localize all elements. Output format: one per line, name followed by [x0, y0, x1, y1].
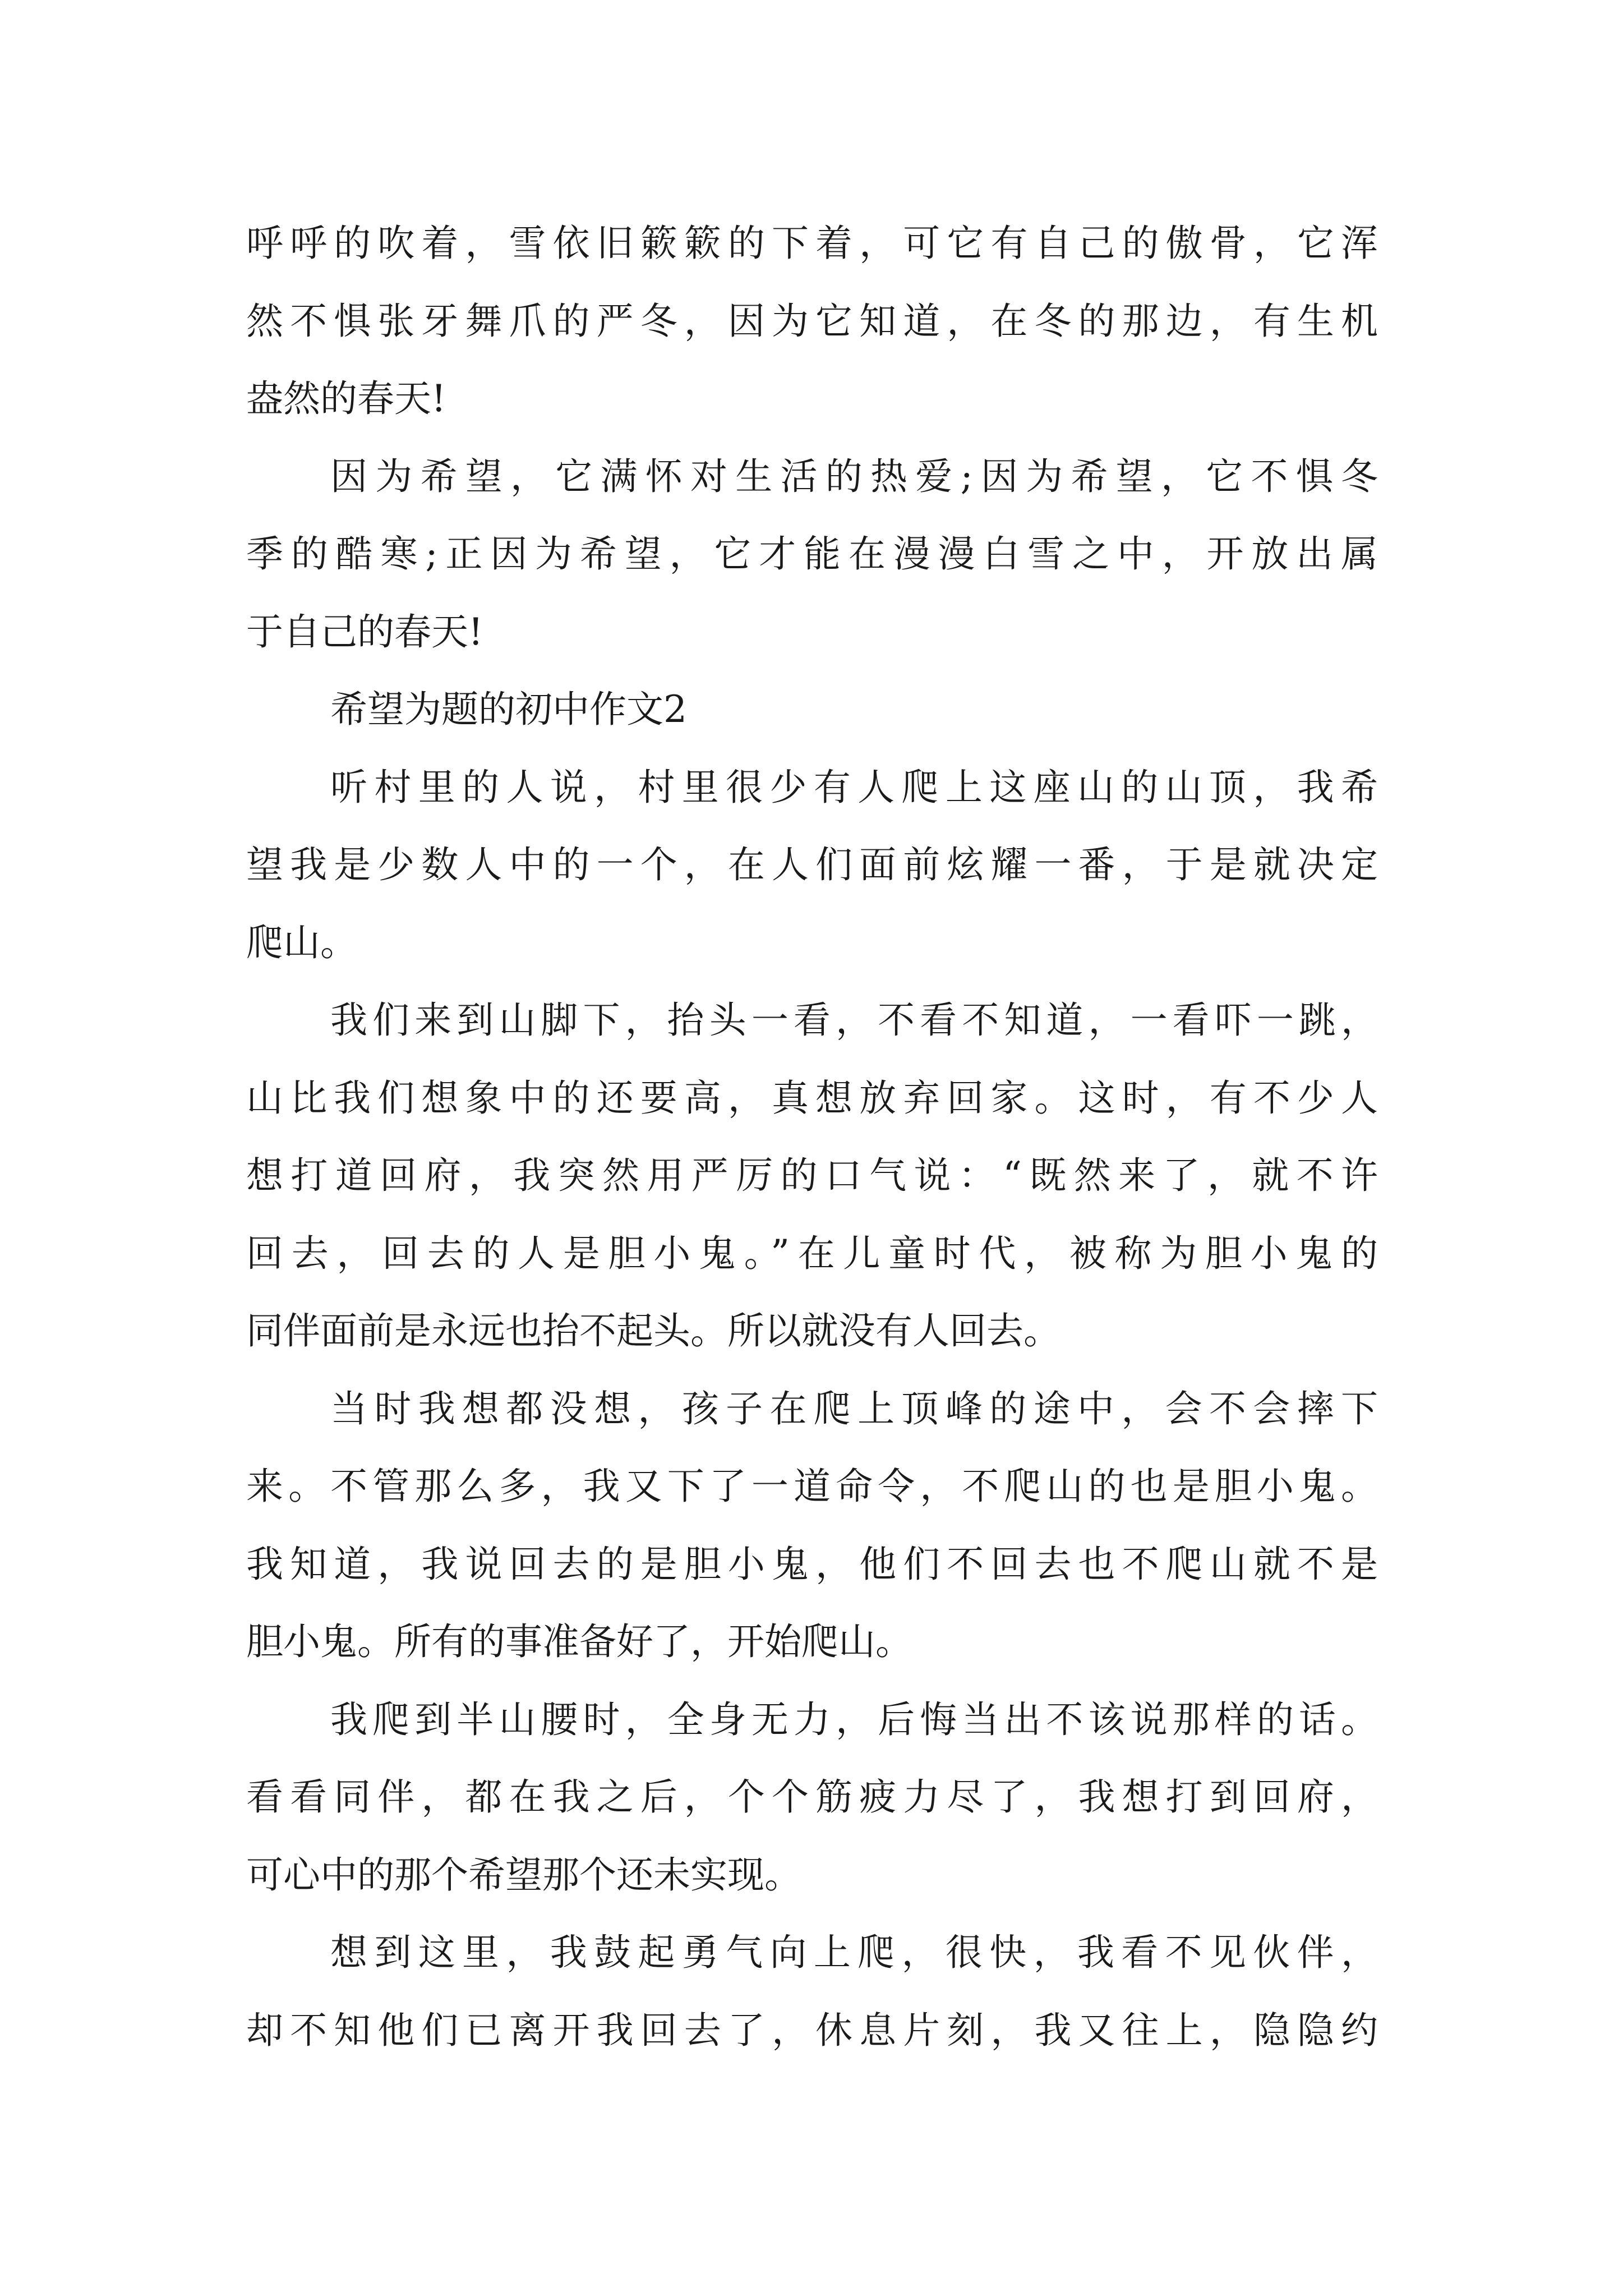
paragraph-line: 爬山。	[246, 921, 357, 964]
paragraph-line: 因为希望，它满怀对生活的热爱;因为希望，它不惧冬	[330, 454, 1378, 498]
paragraph-line: 呼呼的吹着，雪依旧簌簌的下着，可它有自己的傲骨，它浑	[246, 222, 1378, 265]
paragraph-line: 然不惧张牙舞爪的严冬，因为它知道，在冬的那边，有生机	[246, 299, 1378, 343]
paragraph-line: 听村里的人说，村里很少有人爬上这座山的山顶，我希	[330, 765, 1378, 809]
paragraph-line: 季的酷寒;正因为希望，它才能在漫漫白雪之中，开放出属	[246, 532, 1378, 576]
paragraph-line: 望我是少数人中的一个，在人们面前炫耀一番，于是就决定	[246, 843, 1378, 886]
paragraph-line: 想到这里，我鼓起勇气向上爬，很快，我看不见伙伴，	[330, 1931, 1378, 1974]
paragraph-line: 当时我想都没想，孩子在爬上顶峰的途中，会不会摔下	[330, 1387, 1378, 1430]
paragraph-line: 我爬到半山腰时，全身无力，后悔当出不该说那样的话。	[330, 1697, 1378, 1741]
paragraph-line: 我们来到山脚下，抬头一看，不看不知道，一看吓一跳，	[330, 999, 1378, 1042]
paragraph-line: 来。不管那么多，我又下了一道命令，不爬山的也是胆小鬼。	[246, 1465, 1378, 1508]
paragraph-line: 胆小鬼。所有的事准备好了，开始爬山。	[246, 1620, 912, 1663]
paragraph-line: 山比我们想象中的还要高，真想放弃回家。这时，有不少人	[246, 1076, 1378, 1120]
paragraph-line: 可心中的那个希望那个还未实现。	[246, 1853, 801, 1897]
paragraph-line: 于自己的春天!	[246, 610, 483, 654]
paragraph-line: 我知道，我说回去的是胆小鬼，他们不回去也不爬山就不是	[246, 1542, 1378, 1586]
document-body	[246, 205, 1378, 2069]
paragraph-line: 同伴面前是永远也抬不起头。所以就没有人回去。	[246, 1309, 1061, 1352]
paragraph-line: 回去，回去的人是胆小鬼。”在儿童时代，被称为胆小鬼的	[246, 1231, 1378, 1275]
paragraph-line: 想打道回府，我突然用严厉的口气说：“既然来了，就不许	[246, 1154, 1378, 1197]
paragraph-line: 看看同伴，都在我之后，个个筋疲力尽了，我想打到回府，	[246, 1775, 1378, 1819]
paragraph-line: 盎然的春天!	[246, 377, 446, 420]
paragraph-line: 却不知他们已离开我回去了，休息片刻，我又往上，隐隐约	[246, 2008, 1378, 2052]
section-heading: 希望为题的初中作文2	[330, 688, 687, 731]
